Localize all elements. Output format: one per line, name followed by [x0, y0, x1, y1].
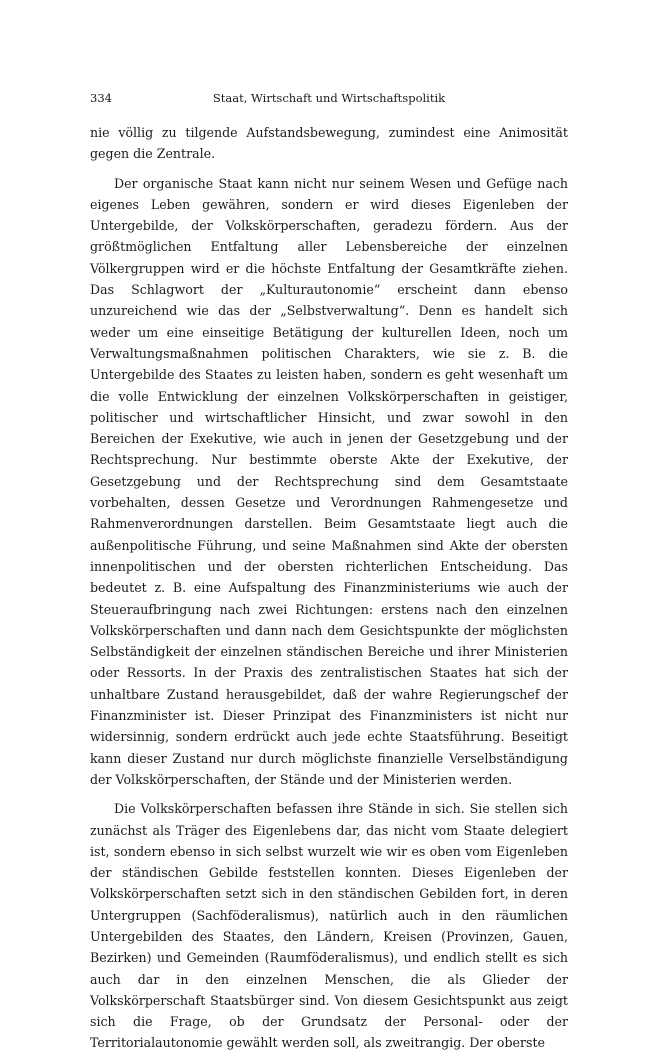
page-number: 334 — [90, 91, 112, 105]
body-text — [90, 122, 568, 1054]
running-head — [90, 88, 568, 108]
paragraph: Die Volkskörperschaften befassen ihre Stände in sich. Sie stellen sich zunächst als Träger des Eigenlebens dar, das nicht vom Staate delegiert ist, sondern ebenso in sich selbst wurzelt wie wir es oben vom Eigenleben der ständischen Gebilde feststellen konnten. Dieses Eigenleben der Volkskörperschaften setzt sich in den ständischen Gebilden fort, in deren Untergruppen (Sachföderalismus), natürlich auch in den räumlichen Untergebilden des Staates, den Ländern, Kreisen (Provinzen, Gauen, Bezirken) und Gemeinden (Raumföderalismus), und endlich stellt es sich auch dar in den einzelnen Menschen, die als Glieder der Volkskörperschaft Staatsbürger sind. Von diesem Gesichtspunkt aus zeigt sich die Frage, ob der Grundsatz der Personal- oder der Territorialautonomie gewählt werden soll, als zweitrangig. Der oberste — [90, 801, 568, 1051]
running-title: Staat, Wirtschaft und Wirtschaftspolitik — [212, 91, 446, 105]
paragraph-continued: nie völlig zu tilgende Aufstandsbewegung, zumindest eine Animosität gegen die Zentrale. — [90, 125, 568, 162]
paragraph: Der organische Staat kann nicht nur seinem Wesen und Gefüge nach eigenes Leben gewähren, sondern er wird dieses Eigenleben der Untergebilde, der Volkskörperschaften, geradezu fördern. Aus der größtmöglichen Entfaltung aller Lebensbereiche der einzelnen Völkergruppen wird er die höchste Entfaltung der Gesamtkräfte ziehen. Das Schlagwort der „Kulturautonomie“ erscheint dann ebenso unzureichend wie das der „Selbstverwaltung“. Denn es handelt sich weder um eine einseitige Betätigung der kulturellen Ideen, noch um Verwaltungsmaßnahmen politischen Charakters, wie sie z. B. die Untergebilde des Staates zu leisten haben, sondern es geht wesenhaft um die volle Entwicklung der einzelnen Volkskörperschaften in geistiger, politischer und wirtschaftlicher Hinsicht, und zwar sowohl in den Bereichen der Exekutive, wie auch in jenen der Gesetzgebung und der Rechtsprechung. Nur bestimmte oberste Akte der Exekutive, der Gesetzgebung und der Rechtsprechung sind dem Gesamtstaate vorbehalten, dessen Gesetze und Verordnungen Rahmengesetze und Rahmenverordnungen darstellen. Beim Gesamtstaate liegt auch die außenpolitische Führung, und seine Maßnahmen sind Akte der obersten innenpolitischen und der obersten richterlichen Entscheidung. Das bedeutet z. B. eine Aufspaltung des Finanzministeriums wie auch der Steueraufbringung nach zwei Richtungen: erstens nach den einzelnen Volkskörperschaften und dann nach dem Gesichtspunkte der möglichsten Selbständigkeit der einzelnen ständischen Bereiche und ihrer Ministerien oder Ressorts. In der Praxis des zentralistischen Staates hat sich der unhaltbare Zustand herausgebildet, daß der wahre Regierungschef der Finanzminister ist. Dieser Prinzipat des Finanzministers ist nicht nur widersinnig, sondern erdrückt auch jede echte Staatsführung. Beseitigt kann dieser Zustand nur durch möglichste finanzielle Verselbständigung der Volkskörperschaften, der Stände und der Ministerien werden. — [90, 175, 568, 787]
book-page — [90, 88, 568, 1054]
